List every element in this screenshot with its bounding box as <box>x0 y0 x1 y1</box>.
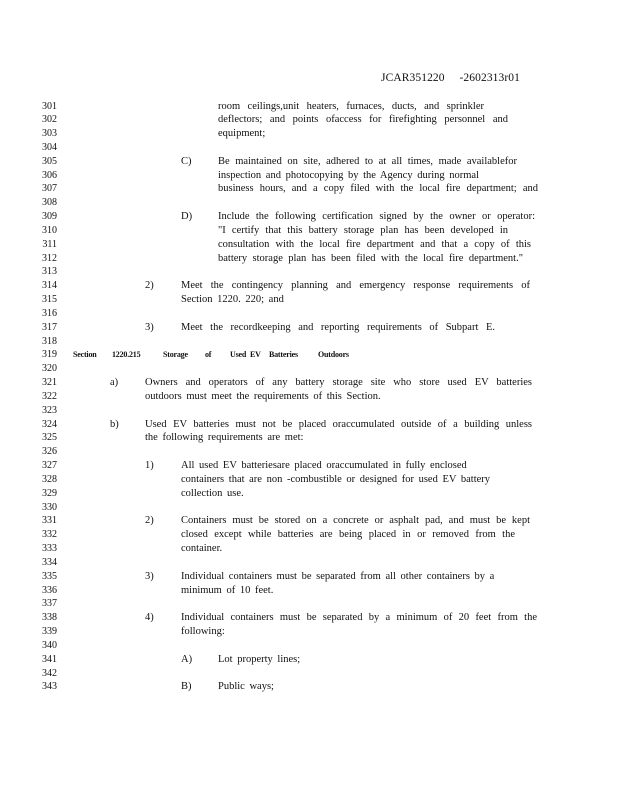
document-line <box>0 404 618 418</box>
document-line <box>0 279 618 293</box>
line-number: 340 <box>42 639 57 651</box>
line-number: 342 <box>42 667 57 679</box>
list-label: 2) <box>145 515 154 527</box>
line-number: 339 <box>42 626 57 638</box>
line-text: Used EV batteries must not be placed oraccumulated outside of a building unless <box>145 418 532 430</box>
document-line <box>0 321 618 335</box>
document-line <box>0 182 618 196</box>
document-line <box>0 210 618 224</box>
line-text: containers that are non -combustible or designed for used EV battery <box>181 473 491 485</box>
document-line <box>0 473 618 487</box>
line-text: minimum of 10 feet. <box>181 584 274 596</box>
line-text: Owners and operators of any battery storage site who store used EV batteries <box>145 377 532 389</box>
line-number: 329 <box>42 487 57 499</box>
line-number: 327 <box>42 460 57 472</box>
line-number: 338 <box>42 612 57 624</box>
document-line <box>0 528 618 542</box>
document-line <box>0 252 618 266</box>
document-line <box>0 625 618 639</box>
section-title-word: Batteries <box>269 350 298 360</box>
document-line <box>0 556 618 570</box>
line-text: business hours, and a copy filed with the local fire department; and <box>218 183 538 195</box>
line-text: Be maintained on site, adhered to at all times, made availablefor <box>218 155 517 167</box>
line-number: 341 <box>42 653 57 665</box>
line-number: 312 <box>42 252 57 264</box>
line-text: outdoors must meet the requirements of this Section. <box>145 390 381 402</box>
document-line <box>0 611 618 625</box>
line-number: 302 <box>42 114 57 126</box>
list-label: C) <box>181 155 192 167</box>
document-line <box>0 597 618 611</box>
line-text: Individual containers must be separated by a minimum of 20 feet from the <box>181 612 537 624</box>
line-number: 303 <box>42 128 57 140</box>
document-line <box>0 584 618 598</box>
document-line <box>0 362 618 376</box>
list-label: a) <box>110 377 119 389</box>
line-text: Meet the contingency planning and emergency response requirements of <box>181 280 530 292</box>
line-number: 305 <box>42 155 57 167</box>
section-number: 1220.215 <box>112 350 141 360</box>
line-number: 315 <box>42 294 57 306</box>
section-title-word: Storage <box>163 350 188 360</box>
document-line <box>0 639 618 653</box>
document-line <box>0 390 618 404</box>
line-text: Include the following certification signed by the owner or operator: <box>218 211 535 223</box>
list-label: b) <box>110 418 119 430</box>
line-number: 301 <box>42 100 57 112</box>
line-number: 328 <box>42 473 57 485</box>
list-label: A) <box>181 653 193 665</box>
document-line <box>0 141 618 155</box>
line-number: 317 <box>42 321 57 333</box>
line-number: 330 <box>42 501 57 513</box>
line-text: following: <box>181 626 225 638</box>
list-label: 1) <box>145 460 154 472</box>
section-title-word: of <box>205 350 212 360</box>
line-number: 324 <box>42 418 57 430</box>
list-label: D) <box>181 211 193 223</box>
document-line <box>0 238 618 252</box>
line-number: 336 <box>42 584 57 596</box>
document-line <box>0 680 618 694</box>
line-number: 319 <box>42 349 57 361</box>
document-line <box>0 376 618 390</box>
document-line <box>0 307 618 321</box>
line-number: 316 <box>42 307 57 319</box>
document-line <box>0 113 618 127</box>
line-text: Containers must be stored on a concrete or asphalt pad, and must be kept <box>181 515 530 527</box>
line-number: 323 <box>42 404 57 416</box>
list-label: 3) <box>145 570 154 582</box>
section-title-word: Used <box>230 350 247 360</box>
document-line <box>0 127 618 141</box>
line-number: 343 <box>42 681 57 693</box>
line-text: the following requirements are met: <box>145 432 304 444</box>
line-text: container. <box>181 543 223 555</box>
section-title-word: EV <box>250 350 261 360</box>
line-number: 332 <box>42 529 57 541</box>
line-text: consultation with the local fire department and that a copy of this <box>218 238 531 250</box>
list-label: 3) <box>145 321 154 333</box>
document-line <box>0 501 618 515</box>
line-number: 325 <box>42 432 57 444</box>
line-number: 334 <box>42 556 57 568</box>
line-number: 308 <box>42 197 57 209</box>
document-line <box>0 293 618 307</box>
document-line <box>0 196 618 210</box>
document-line <box>0 348 618 362</box>
document-line <box>0 418 618 432</box>
line-text: inspection and photocopying by the Agency during normal <box>218 169 479 181</box>
line-number: 320 <box>42 363 57 375</box>
document-line <box>0 335 618 349</box>
list-label: 2) <box>145 280 154 292</box>
line-number: 304 <box>42 141 57 153</box>
line-number: 318 <box>42 335 57 347</box>
document-line <box>0 431 618 445</box>
line-text: equipment; <box>218 128 266 140</box>
document-id-header: JCAR351220 -2602313r01 <box>381 72 521 84</box>
line-text: Lot property lines; <box>218 653 301 665</box>
line-text: Individual containers must be separated from all other containers by a <box>181 570 495 582</box>
section-title-word: Outdoors <box>318 350 349 360</box>
document-line <box>0 514 618 528</box>
line-text: "I certify that this battery storage plan has been developed in <box>218 224 508 236</box>
document-line <box>0 445 618 459</box>
line-text: deflectors; and points ofaccess for firefighting personnel and <box>218 114 508 126</box>
line-text: Meet the recordkeeping and reporting requirements of Subpart E. <box>181 321 495 333</box>
line-text: collection use. <box>181 487 244 499</box>
document-line <box>0 459 618 473</box>
line-text: closed except while batteries are being placed in or removed from the <box>181 529 515 541</box>
line-number: 335 <box>42 570 57 582</box>
document-line <box>0 224 618 238</box>
document-line <box>0 653 618 667</box>
document-line <box>0 100 618 114</box>
list-label: B) <box>181 681 192 693</box>
document-line <box>0 155 618 169</box>
line-text: battery storage plan has been filed with the local fire department." <box>218 252 523 264</box>
line-number: 306 <box>42 169 57 181</box>
line-number: 331 <box>42 515 57 527</box>
line-number: 310 <box>42 224 57 236</box>
line-number: 311 <box>42 238 57 250</box>
line-number: 321 <box>42 377 57 389</box>
line-number: 307 <box>42 183 57 195</box>
document-line <box>0 542 618 556</box>
line-number: 322 <box>42 390 57 402</box>
line-text: Section 1220. 220; and <box>181 294 284 306</box>
line-number: 309 <box>42 211 57 223</box>
document-line <box>0 487 618 501</box>
line-number: 326 <box>42 446 57 458</box>
document-line <box>0 570 618 584</box>
line-text: room ceilings,unit heaters, furnaces, ducts, and sprinkler <box>218 100 484 112</box>
list-label: 4) <box>145 612 154 624</box>
section-word: Section <box>73 350 97 360</box>
document-line <box>0 265 618 279</box>
document-line <box>0 667 618 681</box>
document-line <box>0 169 618 183</box>
line-number: 313 <box>42 266 57 278</box>
line-number: 314 <box>42 280 57 292</box>
line-text: All used EV batteriesare placed oraccumulated in fully enclosed <box>181 460 467 472</box>
line-text: Public ways; <box>218 681 274 693</box>
line-number: 337 <box>42 598 57 610</box>
line-number: 333 <box>42 543 57 555</box>
